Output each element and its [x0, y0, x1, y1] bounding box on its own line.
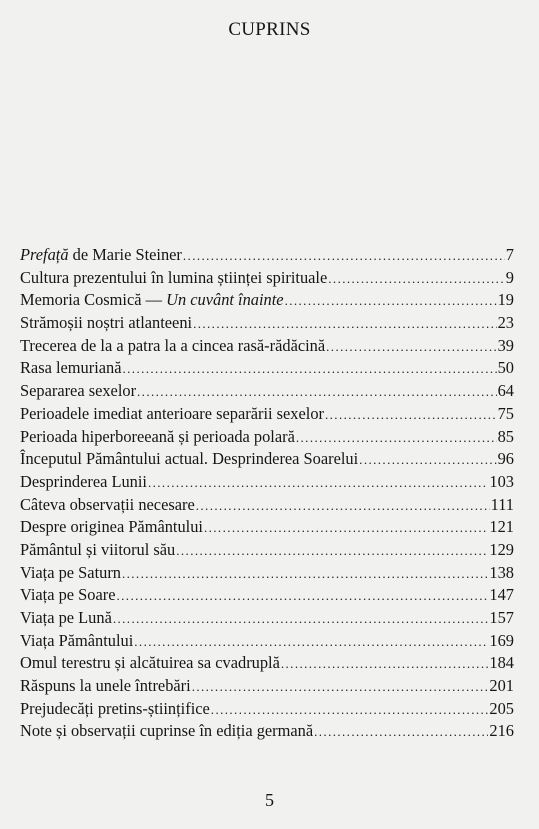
toc-entry-page: 111	[490, 494, 514, 514]
toc-entry-page: 184	[489, 653, 514, 673]
toc-entry	[20, 403, 514, 426]
toc-entry-title	[20, 630, 133, 653]
toc-entry-page: 129	[489, 539, 514, 559]
toc-entry-page: 205	[489, 698, 514, 718]
toc-entry-title-text: Despre originea Pământului	[20, 517, 203, 537]
toc-entry-title-italic: Prefață	[20, 245, 69, 264]
toc-entry	[20, 652, 514, 675]
toc-entry	[20, 380, 514, 403]
toc-entry-title	[20, 357, 122, 380]
toc-entry	[20, 516, 514, 539]
toc-entry-title-text: Pământul și viitorul său	[20, 539, 176, 559]
toc-entry-title-text: Viața pe Soare	[20, 585, 116, 605]
toc-entry-page: 50	[497, 358, 514, 378]
dot-leader	[176, 540, 488, 563]
toc-entry-title	[20, 448, 358, 471]
toc-entry	[20, 607, 514, 630]
toc-entry-title-text: Memoria Cosmică —	[20, 290, 167, 310]
toc-entry-title	[20, 562, 121, 585]
toc-entry-page: 201	[489, 676, 514, 696]
page-title: CUPRINS	[228, 19, 311, 40]
toc-entry	[20, 539, 514, 562]
toc-entry	[20, 244, 514, 267]
toc-entry-title	[20, 312, 192, 335]
toc-entry-page: 9	[505, 267, 514, 287]
dot-leader	[113, 608, 489, 631]
dot-leader	[204, 517, 488, 540]
toc-entry	[20, 448, 514, 471]
toc-entry-title	[20, 267, 327, 290]
toc-entry-title-text: Viața pe Lună	[20, 608, 112, 627]
toc-entry-page: 103	[489, 471, 514, 491]
toc-entry-title	[20, 335, 325, 358]
dot-leader	[193, 313, 497, 336]
toc-entry-page: 138	[489, 562, 514, 582]
dot-leader	[328, 268, 505, 291]
toc-entry-title	[20, 516, 203, 539]
toc-entry-title-text: Prejudecăți pretins-științifice	[20, 698, 210, 718]
toc-entry-title-text: Separarea sexelor	[20, 381, 137, 401]
toc-entry	[20, 698, 514, 721]
toc-entry-title-text: Note și observații cuprinse în ediția germană	[20, 721, 314, 741]
toc-entry-title-text: Viața pe Saturn	[20, 562, 121, 582]
toc-entry-page: 64	[497, 381, 514, 401]
toc-entry-page: 19	[497, 290, 514, 310]
toc-entry-title-text: Rasa lemuriană	[20, 358, 122, 378]
toc-entry	[20, 289, 514, 312]
toc-entry-title	[20, 244, 182, 267]
toc-entry	[20, 357, 514, 380]
dot-leader	[325, 404, 497, 427]
toc-entry-title	[20, 652, 280, 675]
toc-entry-title-text: Câteva observații necesare	[20, 494, 195, 514]
toc-entry	[20, 562, 514, 585]
toc-entry-title	[20, 539, 175, 562]
toc-entry	[20, 312, 514, 335]
dot-leader	[196, 495, 490, 518]
toc-entry	[20, 335, 514, 358]
toc-entry-title-text: Trecerea de la a patra la a cincea rasă-rădăcină	[20, 335, 326, 355]
toc-entry	[20, 584, 514, 607]
toc-entry-title-text: Răspuns la unele întrebări	[20, 676, 191, 696]
toc-entry-title-text: Desprinderea Lunii	[20, 471, 147, 491]
toc-entry-title	[20, 720, 313, 743]
dot-leader	[183, 245, 505, 268]
toc-entry	[20, 630, 514, 653]
toc-entry-page: 23	[497, 313, 514, 333]
toc-entry-title-text: Perioadele imediat anterioare separării sexelor	[20, 403, 324, 423]
dot-leader	[192, 676, 489, 699]
page-number: 5	[265, 790, 274, 810]
toc-entry-title	[20, 607, 112, 630]
toc-entry-page: 7	[505, 245, 514, 264]
toc-entry	[20, 267, 514, 290]
toc-entry-title-text: Strămoșii noștri atlanteeni	[20, 313, 193, 333]
toc-entry-title-text: Perioada hiperboreeană și perioada polară	[20, 426, 295, 446]
toc-entry-page: 85	[497, 426, 514, 446]
toc-entry	[20, 471, 514, 494]
toc-entry	[20, 426, 514, 449]
table-of-contents	[20, 244, 514, 743]
toc-entry-title	[20, 698, 210, 721]
toc-entry-title	[20, 584, 116, 607]
dot-leader	[122, 563, 488, 586]
toc-entry	[20, 720, 514, 743]
dot-leader	[281, 653, 489, 676]
toc-entry-title	[20, 494, 195, 517]
toc-entry-page: 157	[489, 608, 514, 627]
dot-leader	[296, 427, 497, 450]
dot-leader	[285, 290, 497, 313]
toc-entry-title-text: Viața Pământului	[20, 630, 134, 650]
toc-entry-title-text: Cultura prezentului în lumina științei spirituale	[20, 267, 328, 287]
dot-leader	[117, 585, 489, 608]
toc-entry-page: 216	[489, 721, 514, 741]
dot-leader	[326, 336, 496, 359]
toc-entry-page: 39	[497, 335, 514, 355]
toc-entry-title-italic: Un cuvânt înainte	[166, 290, 284, 310]
toc-entry-title	[20, 471, 147, 494]
dot-leader	[314, 721, 488, 744]
toc-entry-page: 121	[489, 517, 514, 537]
toc-entry	[20, 675, 514, 698]
dot-leader	[137, 381, 497, 404]
dot-leader	[211, 699, 489, 722]
toc-entry-page: 169	[489, 630, 514, 650]
toc-entry-title	[20, 380, 136, 403]
toc-entry-title	[20, 289, 284, 312]
dot-leader	[134, 631, 488, 654]
toc-entry-page: 147	[489, 585, 514, 605]
toc-entry-title	[20, 426, 295, 449]
toc-entry	[20, 494, 514, 517]
toc-entry-title-text: Începutul Pământului actual. Desprinderea Soarelui	[20, 449, 359, 469]
toc-entry-title-text: de Marie Steiner	[68, 245, 182, 264]
dot-leader	[359, 449, 496, 472]
toc-entry-page: 75	[497, 403, 514, 423]
toc-entry-title	[20, 403, 324, 426]
toc-entry-title-text: Omul terestru și alcătuirea sa cvadruplă	[20, 653, 280, 673]
dot-leader	[123, 358, 497, 381]
toc-entry-page: 96	[497, 449, 514, 469]
dot-leader	[148, 472, 488, 495]
toc-entry-title	[20, 675, 191, 698]
